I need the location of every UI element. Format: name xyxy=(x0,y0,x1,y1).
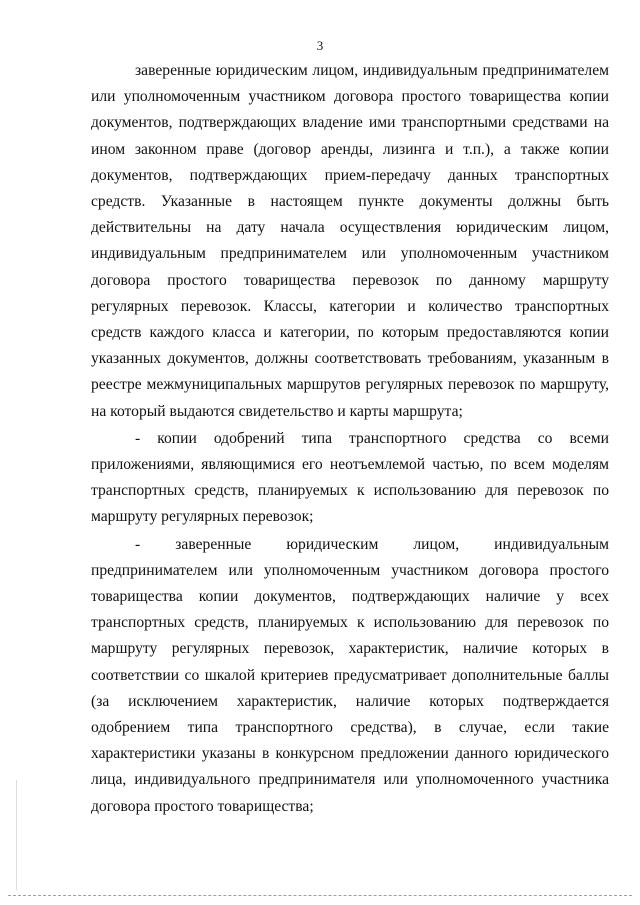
document-body xyxy=(91,58,609,820)
paragraph-type-approvals: - копии одобрений типа транспортного средства со всеми приложениями, являющимися его неотъемлемой частью, по всем моделям транспортных средств, планируемых к использованию для перевозок по маршруту регулярных перевозок; xyxy=(91,429,609,526)
page-number: 3 xyxy=(316,38,324,53)
paragraph-vehicle-characteristics: - заверенные юридическим лицом, индивидуальным предпринимателем или уполномоченным участником договора простого товарищества копии документов, подтверждающих наличие у всех транспортных средств, планируемых к использованию для перевозок по маршруту регулярных перевозок, характеристик, наличие которых в соответствии со шкалой критериев предусматривает дополнительные баллы (за исключением характеристик, наличие которых подтверждается одобрением типа транспортного средства), в случае, если такие характеристики указаны в конкурсном предложении данного юридического лица, индивидуального предпринимателя или уполномоченного участника договора простого товарищества; xyxy=(91,535,609,815)
scan-bottom-artifact xyxy=(8,895,632,896)
scan-edge-artifact xyxy=(16,780,17,890)
paragraph-documents-ownership: заверенные юридическим лицом, индивидуальным предпринимателем или уполномоченным участником договора простого товарищества копии документов, подтверждающих владение ими транспортными средствами на ином законном праве (договор аренды, лизинга и т.п.), а также копии документов, подтверждающих прием-передачу данных транспортных средств. Указанные в настоящем пункте документы должны быть действительны на дату начала осуществления юридическим лицом, индивидуальным предпринимателем или уполномоченным участником договора простого товарищества перевозок по данному маршруту регулярных перевозок. Классы, категории и количество транспортных средств каждого класса и категории, по которым предоставляются копии указанных документов, должны соответствовать требованиям, указанным в реестре межмуниципальных маршрутов регулярных перевозок по маршруту, на который выдаются свидетельство и карты маршрута; xyxy=(91,62,609,420)
